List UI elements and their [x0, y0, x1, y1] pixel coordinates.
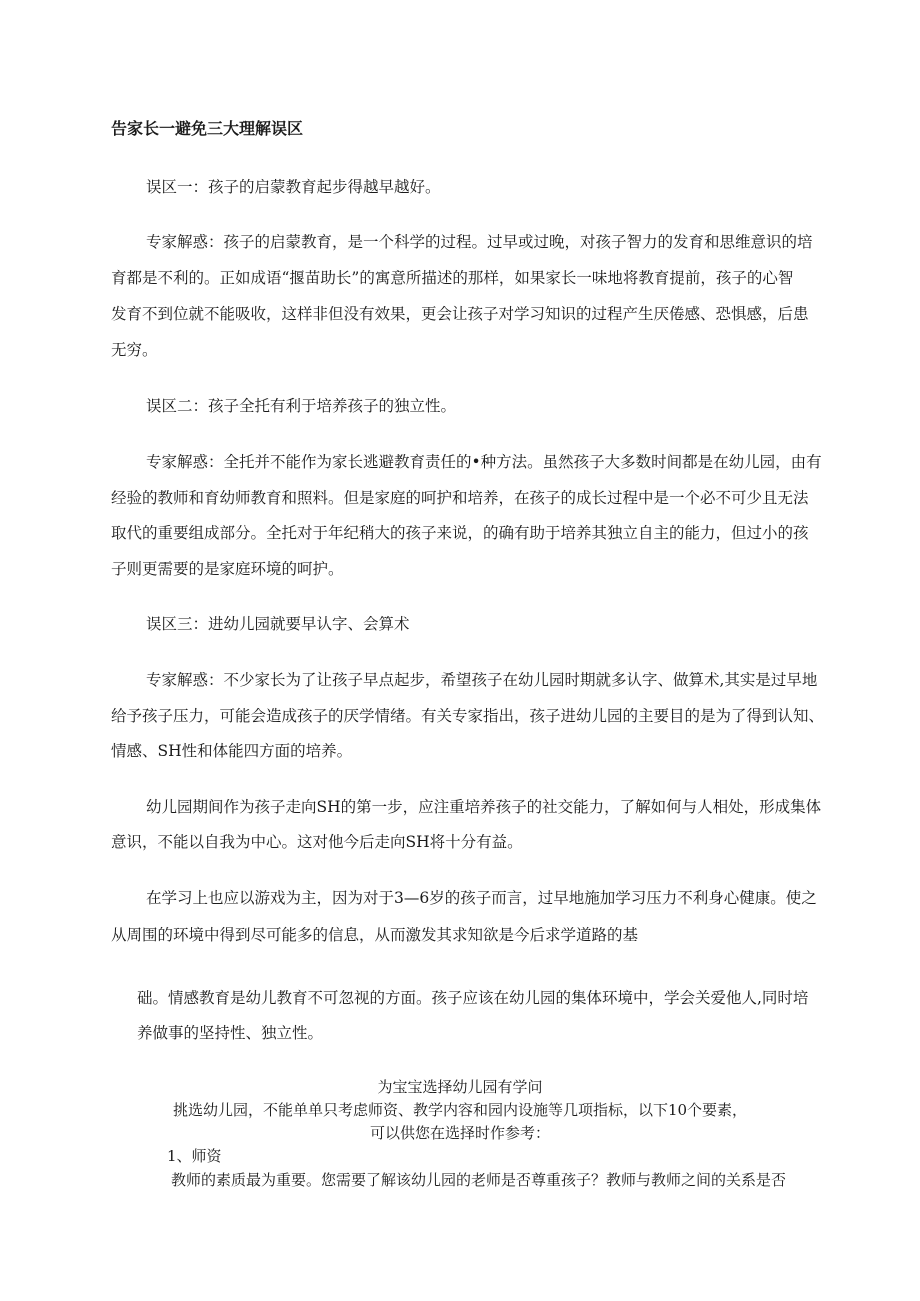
part2-intro: 可以供您在选择时作参考： — [369, 1124, 550, 1142]
section3-para2-line: 意识，不能以自我为中心。这对他今后走向SH将十分有益。 — [111, 833, 523, 851]
section3-heading: 误区三：进幼儿园就要早认字、会算术 — [146, 615, 410, 633]
section3-para4-line: 础。情感教育是幼儿教育不可忽视的方面。孩子应该在幼儿园的集体环境中，学会关爱他人,同时培 — [137, 989, 809, 1007]
section1-line: 发育不到位就不能吸收，这样非但没有效果，更会让孩子对学习知识的过程产生厌倦感、恐惧感，后患 — [111, 305, 809, 323]
section2-line: 子则更需要的是家庭环境的呵护。 — [111, 560, 344, 578]
section1-line: 无穷。 — [111, 341, 158, 359]
part2-item-text: 教师的素质最为重要。您需要了解该幼儿园的老师是否尊重孩子？教师与教师之间的关系是否 — [171, 1171, 787, 1189]
section3-para4-line: 养做事的坚持性、独立性。 — [137, 1024, 324, 1042]
section3-line: 情感、SH性和体能四方面的培养。 — [111, 742, 353, 760]
section3-line: 给予孩子压力，可能会造成孩子的厌学情绪。有关专家指出，孩子进幼儿园的主要目的是为了得到认知、 — [111, 707, 825, 725]
section3-para3-line: 从周围的环境中得到尽可能多的信息，从而激发其求知欲是今后求学道路的基 — [111, 926, 639, 944]
section1-line: 专家解惑：孩子的启蒙教育，是一个科学的过程。过早或过晚，对孩子智力的发育和思维意识的培 — [146, 233, 813, 251]
section1-heading: 误区一：孩子的启蒙教育起步得越早越好。 — [146, 178, 441, 196]
section2-line: 专家解惑：全托并不能作为家长逃避教育责任的•种方法。虽然孩子大多数时间都是在幼儿园，由有 — [146, 453, 822, 471]
section2-heading: 误区二：孩子全托有利于培养孩子的独立性。 — [146, 397, 457, 415]
section3-line: 专家解惑：不少家长为了让孩子早点起步，希望孩子在幼儿园时期就多认字、做算术,其实是过早地 — [146, 671, 818, 689]
page-title: 告家长一避免三大理解误区 — [111, 119, 304, 138]
section2-line: 取代的重要组成部分。全托对于年纪稍大的孩子来说，的确有助于培养其独立自主的能力，但过小的孩 — [111, 524, 809, 542]
section1-line: 育都是不利的。正如成语“揠苗助长”的寓意所描述的那样，如果家长一味地将教育提前，孩子的心智 — [111, 269, 794, 287]
section3-para2-line: 幼儿园期间作为孩子走向SH的第一步，应注重培养孩子的社交能力，了解如何与人相处，形成集体 — [146, 798, 822, 816]
part2-title: 为宝宝选择幼儿园有学问 — [377, 1078, 543, 1096]
part2-item-heading: 1、师资 — [167, 1147, 222, 1165]
section3-para3-line: 在学习上也应以游戏为主，因为对于3—6岁的孩子而言，过早地施加学习压力不利身心健康。使之 — [146, 889, 817, 907]
section2-line: 经验的教师和育幼师教育和照料。但是家庭的呵护和培养，在孩子的成长过程中是一个必不可少且无法 — [111, 489, 809, 507]
part2-intro: 挑选幼儿园，不能单单只考虑师资、教学内容和园内设施等几项指标，以下10个要素， — [172, 1101, 748, 1119]
